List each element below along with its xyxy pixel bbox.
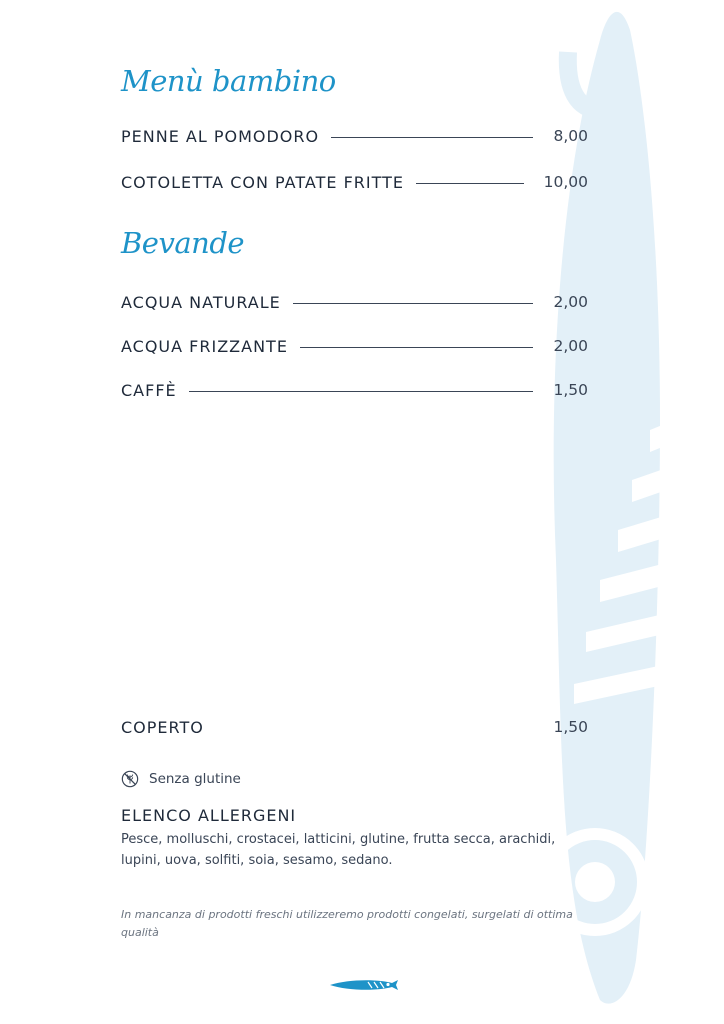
gluten-free-label: Senza glutine bbox=[149, 771, 241, 787]
leader-line bbox=[189, 391, 534, 392]
section-title-bevande: Bevande bbox=[121, 226, 245, 260]
item-name: ACQUA NATURALE bbox=[121, 292, 281, 312]
coperto-row bbox=[121, 718, 588, 737]
menu-item bbox=[121, 124, 588, 148]
leader-line bbox=[416, 183, 524, 184]
item-name: ACQUA FRIZZANTE bbox=[121, 336, 288, 356]
gluten-free-legend bbox=[121, 770, 241, 788]
item-name: PENNE AL POMODORO bbox=[121, 126, 320, 146]
menu-item bbox=[121, 290, 588, 314]
allergens-list: Pesce, molluschi, crostacei, latticini, glutine, frutta secca, arachidi, lupini, uova, solfiti, soia, sesamo, sedano. bbox=[121, 832, 556, 868]
leader-line bbox=[293, 303, 534, 304]
item-price: 2,00 bbox=[553, 337, 588, 355]
allergens-title: ELENCO ALLERGENI bbox=[121, 806, 297, 825]
item-name: COTOLETTA CON PATATE FRITTE bbox=[121, 172, 404, 192]
section-title-menu-bambino: Menù bambino bbox=[121, 64, 336, 98]
item-price: 1,50 bbox=[553, 381, 588, 399]
leader-line bbox=[300, 347, 534, 348]
item-price: 10,00 bbox=[543, 173, 588, 191]
item-price: 2,00 bbox=[553, 293, 588, 311]
menu-item bbox=[121, 378, 588, 402]
item-price: 8,00 bbox=[553, 127, 588, 145]
fish-logo-icon bbox=[328, 978, 400, 992]
gluten-free-icon bbox=[121, 770, 139, 788]
menu-item bbox=[121, 170, 588, 194]
coperto-price: 1,50 bbox=[553, 718, 588, 736]
item-name: CAFFÈ bbox=[121, 380, 177, 400]
menu-item bbox=[121, 334, 588, 358]
leader-line bbox=[331, 137, 533, 138]
frozen-products-note: In mancanza di prodotti freschi utilizzeremo prodotti congelati, surgelati di ottima qualità bbox=[121, 908, 573, 939]
coperto-label: COPERTO bbox=[121, 718, 204, 737]
